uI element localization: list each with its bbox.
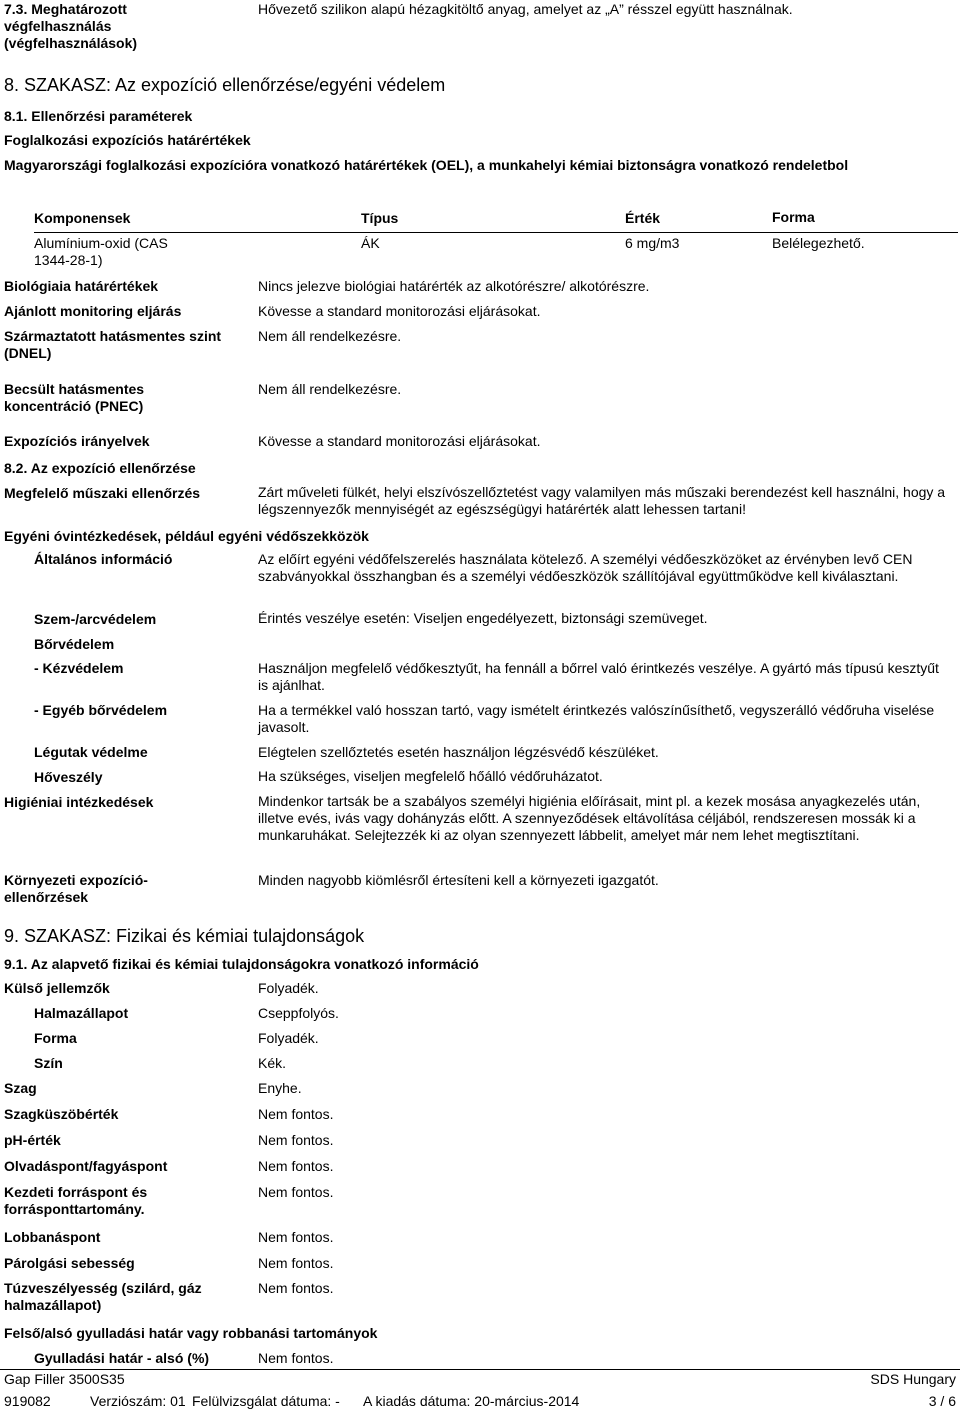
section-8-1-title: 8.1. Ellenőrzési paraméterek — [4, 108, 193, 124]
param-label-exposure-guidelines: Expozíciós irányelvek — [4, 433, 150, 449]
footer-rule — [0, 1369, 960, 1370]
prop-value-ph: Nem fontos. — [258, 1132, 334, 1148]
prop-label-melting-point: Olvadáspont/fagyáspont — [4, 1158, 168, 1174]
prop-label-boiling-point: Kezdeti forráspont és forrásponttartomány. — [4, 1184, 148, 1217]
environmental-controls-label: Környezeti expozíció-ellenőrzések — [4, 872, 148, 905]
table-cell-type: ÁK — [361, 235, 380, 251]
ppe-value-respiratory: Elégtelen szellőztetés esetén használjon légzésvédő készüléket. — [258, 744, 659, 760]
oel-description: Magyarországi foglalkozási expozícióra vonatkozó határértékek (OEL), a munkahelyi kémiai biztonságra vonatkozó rendeletbol — [4, 157, 849, 173]
section-9-header: 9. SZAKASZ: Fizikai és kémiai tulajdonságok — [4, 926, 365, 946]
prop-value-boiling-point: Nem fontos. — [258, 1184, 334, 1200]
table-header-type: Típus — [361, 210, 399, 226]
ppe-label-general: Általános információ — [34, 551, 173, 567]
prop-label-evaporation-rate: Párolgási sebesség — [4, 1255, 135, 1271]
ppe-label-hand: - Kézvédelem — [34, 660, 124, 676]
prop-value-color: Kék. — [258, 1055, 287, 1071]
flammability-limits-title: Felső/alsó gyulladási határ vagy robbanási tartományok — [4, 1325, 378, 1341]
footer-version: Verziószám: 01 — [90, 1393, 186, 1409]
section-8-header: 8. SZAKASZ: Az expozíció ellenőrzése/egyéni védelem — [4, 75, 446, 95]
prop-value-odor-threshold: Nem fontos. — [258, 1106, 334, 1122]
ppe-value-thermal: Ha szükséges, viseljen megfelelő hőálló védőruházatot. — [258, 768, 603, 784]
param-label-monitoring: Ajánlott monitoring eljárás — [4, 303, 182, 319]
prop-value-flash-point: Nem fontos. — [258, 1229, 334, 1245]
hygiene-value: Mindenkor tartsák be a szabályos személyi higiénia előírásait, mint pl. a kezek mosása anyagkezelés után, illetve evés, ivás vagy dohányzás előtt. A szennyeződések eltávolítása céljából, rendszeresen mossák ki a munkaruhákat. Selejtezzék ki az olyan szennyezett lábbelit, amelyet már nem lehet megtisztítani. — [258, 793, 921, 843]
section-7-3-text: Hővezető szilikon alapú hézagkitöltő anyag, amelyet az „A” résszel együtt használnak. — [258, 1, 793, 17]
prop-value-form: Folyadék. — [258, 1030, 319, 1046]
ppe-label-other-skin: - Egyéb bőrvédelem — [34, 702, 168, 718]
ppe-label-skin: Bőrvédelem — [34, 636, 115, 652]
param-label-dnel: Származtatott hatásmentes szint (DNEL) — [4, 328, 222, 361]
footer-revision: Felülvizsgálat dátuma: - — [192, 1393, 340, 1409]
prop-value-melting-point: Nem fontos. — [258, 1158, 334, 1174]
param-value-dnel: Nem áll rendelkezésre. — [258, 328, 402, 344]
ppe-label-respiratory: Légutak védelme — [34, 744, 148, 760]
ppe-label-thermal: Hőveszély — [34, 769, 103, 785]
ppe-value-general: Az előírt egyéni védőfelszerelés használata kötelező. A személyi védőeszközöket az érvényben levő CEN szabványokkal összhangban és a személyi védőeszközök szállítójával együttműködve kell kiválasztani. — [258, 551, 913, 584]
param-value-biological-limits: Nincs jelezve biológiai határérték az alkotórészre/ alkotórészre. — [258, 278, 650, 294]
prop-label-flammability: Túzveszélyesség (szilárd, gáz halmazállapot) — [4, 1280, 202, 1313]
prop-label-flash-point: Lobbanáspont — [4, 1229, 101, 1245]
prop-label-odor-threshold: Szagküszöbérték — [4, 1106, 119, 1122]
prop-label-form: Forma — [34, 1030, 77, 1046]
table-header-form: Forma — [772, 209, 815, 225]
section-8-2-title: 8.2. Az expozíció ellenőrzése — [4, 460, 196, 476]
footer-page-number: 3 / 6 — [928, 1393, 956, 1409]
prop-label-physical-state: Halmazállapot — [34, 1005, 129, 1021]
flammability-lower-value: Nem fontos. — [258, 1350, 334, 1366]
footer-issue-date: A kiadás dátuma: 20-március-2014 — [363, 1393, 580, 1409]
prop-label-odor: Szag — [4, 1080, 37, 1096]
engineering-controls-value: Zárt műveleti fülkét, helyi elszívószellőztetést vagy valamilyen más műszaki berendezést kell használni, hogy a légszennyezők mennyiségét az egészségügyi határérték alatt lehessen tartani! — [258, 484, 946, 517]
prop-value-flammability: Nem fontos. — [258, 1280, 334, 1296]
param-label-pnec: Becsült hatásmentes koncentráció (PNEC) — [4, 381, 145, 414]
oel-title: Foglalkozási expozíciós határértékek — [4, 132, 251, 148]
ppe-value-hand: Használjon megfelelő védőkesztyűt, ha fennáll a bőrrel való érintkezés veszélye. A gyártó más típusú kesztyűt is ajánlhat. — [258, 660, 939, 693]
hygiene-label: Higiéniai intézkedések — [4, 794, 154, 810]
table-cell-component: Alumínium-oxid (CAS 1344-28-1) — [34, 235, 168, 268]
param-value-exposure-guidelines: Kövesse a standard monitorozási eljárásokat. — [258, 433, 541, 449]
param-value-monitoring: Kövesse a standard monitorozási eljárásokat. — [258, 303, 541, 319]
table-cell-form: Belélegezhető. — [772, 235, 865, 251]
environmental-controls-value: Minden nagyobb kiömlésről értesíteni kell a környezeti igazgatót. — [258, 872, 659, 888]
section-7-3-title: 7.3. Meghatározott végfelhasználás (végfelhasználások) — [4, 1, 138, 51]
prop-value-appearance: Folyadék. — [258, 980, 319, 996]
prop-label-appearance: Külső jellemzők — [4, 980, 110, 996]
param-label-biological-limits: Biológiaia határértékek — [4, 278, 159, 294]
section-9-1-title: 9.1. Az alapvető fizikai és kémiai tulajdonságokra vonatkozó információ — [4, 956, 479, 972]
prop-label-color: Szín — [34, 1055, 63, 1071]
ppe-label-eye-face: Szem-/arcvédelem — [34, 611, 157, 627]
ppe-title: Egyéni óvintézkedések, például egyéni védőszekközök — [4, 528, 369, 544]
prop-label-ph: pH-érték — [4, 1132, 61, 1148]
engineering-controls-label: Megfelelő műszaki ellenőrzés — [4, 485, 201, 501]
prop-value-physical-state: Cseppfolyós. — [258, 1005, 339, 1021]
table-cell-value: 6 mg/m3 — [625, 235, 680, 251]
prop-value-evaporation-rate: Nem fontos. — [258, 1255, 334, 1271]
table-header-rule — [34, 232, 958, 233]
footer-region: SDS Hungary — [870, 1371, 956, 1387]
table-header-components: Komponensek — [34, 210, 131, 226]
footer-doc-id: 919082 — [4, 1393, 51, 1409]
param-value-pnec: Nem áll rendelkezésre. — [258, 381, 402, 397]
ppe-value-other-skin: Ha a termékkel való hosszan tartó, vagy ismételt érintkezés valószínűsíthető, vegyszerálló védőruha viselése javasolt. — [258, 702, 935, 735]
flammability-lower-label: Gyulladási határ - alsó (%) — [34, 1350, 210, 1366]
footer-product: Gap Filler 3500S35 — [4, 1371, 125, 1387]
table-header-value: Érték — [625, 210, 661, 226]
prop-value-odor: Enyhe. — [258, 1080, 302, 1096]
ppe-value-eye-face: Érintés veszélye esetén: Viseljen engedélyezett, biztonsági szemüveget. — [258, 610, 708, 626]
